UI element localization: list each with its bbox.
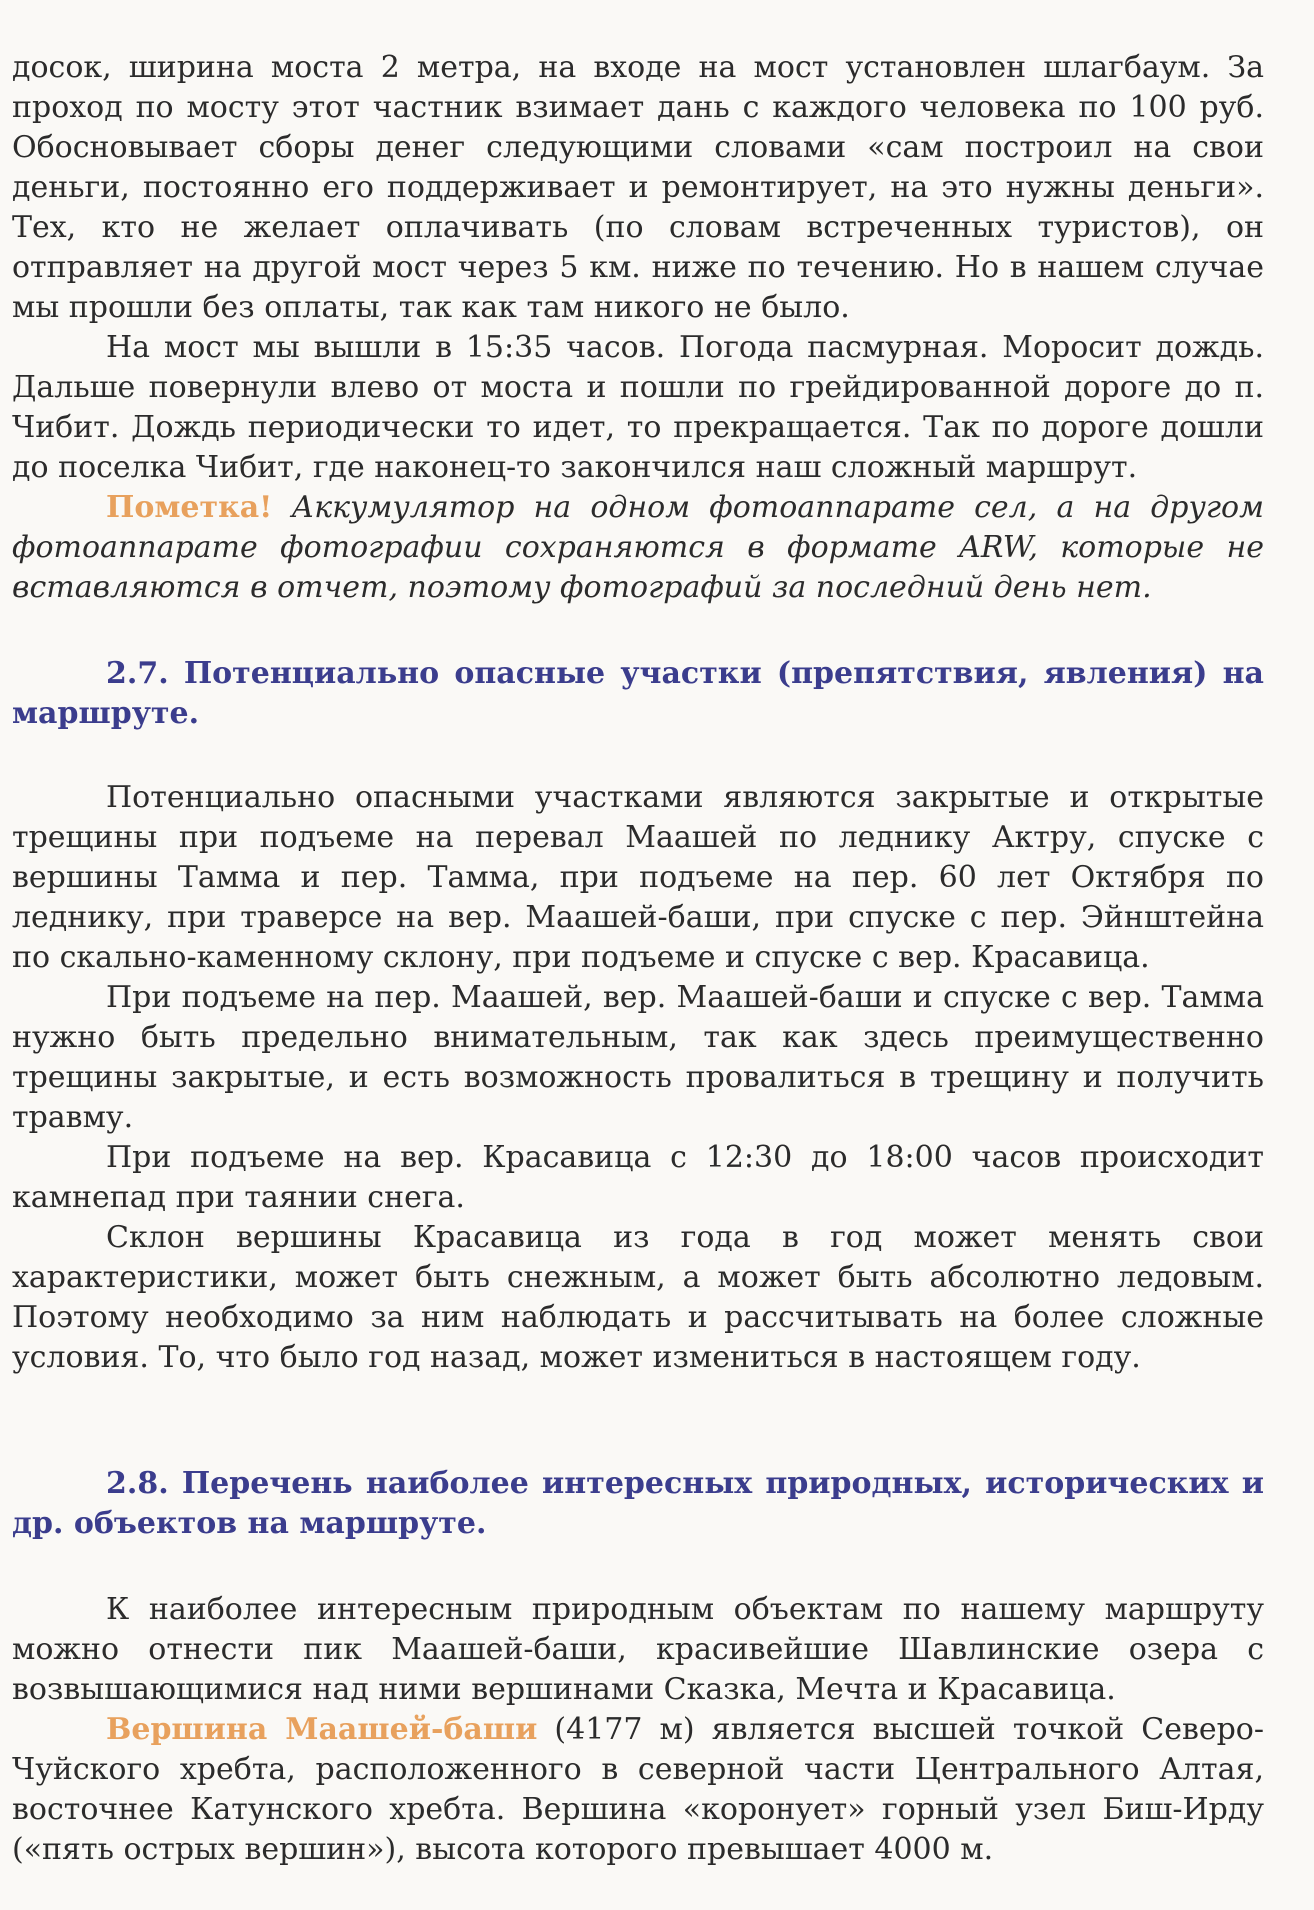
paragraph-closed-crevasses: При подъеме на пер. Маашей, вер. Маашей-баши и спуске с вер. Тамма нужно быть предельно внимательным, так как здесь преимущественно трещины закрытые, и есть возможность провалиться в трещину и получить травму. — [12, 980, 1264, 1135]
section-heading-2-8: 2.8. Перечень наиболее интересных природных, исторических и др. объектов на маршруте. — [12, 1466, 1264, 1541]
note-text: Аккумулятор на одном фотоаппарате сел, а на другом фотоаппарате фотографии сохраняются в формате ARW, которые не вставляются в отчет, поэтому фотографий за последний день нет. — [12, 490, 1264, 605]
highlight-peak-name: Вершина Маашей-баши — [106, 1712, 538, 1747]
paragraph-bridge-arrival: На мост мы вышли в 15:35 часов. Погода пасмурная. Моросит дождь. Дальше повернули влево от моста и пошли по грейдированной дороге до п. Чибит. Дождь периодически то идет, то прекращается. Так по дороге дошли до поселка Чибит, где наконец-то закончился наш сложный маршрут. — [12, 330, 1264, 485]
spacer — [12, 608, 1264, 654]
paragraph-slope-conditions: Склон вершины Красавица из года в год может менять свои характеристики, может быть снежным, а может быть абсолютно ледовым. Поэтому необходимо за ним наблюдать и рассчитывать на более сложные условия. То, что было год назад, может измениться в настоящем году. — [12, 1220, 1264, 1375]
paragraph-maashey-peak — [12, 1710, 1264, 1870]
paragraph-rockfall: При подъеме на вер. Красавица с 12:30 до 18:00 часов происходит камнепад при таянии снега. — [12, 1140, 1264, 1215]
paragraph-dangers: Потенциально опасными участками являются закрытые и открытые трещины при подъеме на перевал Маашей по леднику Актру, спуске с вершины Тамма и пер. Тамма, при подъеме на пер. 60 лет Октября по леднику, при траверсе на вер. Маашей-баши, при спуске с пер. Эйнштейна по скально-каменному склону, при подъеме и спуске с вер. Красавица. — [12, 780, 1264, 975]
spacer — [12, 1378, 1264, 1464]
spacer — [12, 1544, 1264, 1590]
section-heading-2-7: 2.7. Потенциально опасные участки (препятствия, явления) на маршруте. — [12, 656, 1264, 731]
spacer — [12, 734, 1264, 778]
document-content — [12, 48, 1264, 1870]
peak-description: (4177 м) является высшей точкой Северо-Чуйского хребта, расположенного в северной части Центрального Алтая, восточнее Катунского хребта. Вершина «коронует» горный узел Биш-Ирду («пять острых вершин»), высота которого превышает 4000 м. — [12, 1712, 1264, 1867]
note-label: Пометка! — [106, 490, 273, 525]
paragraph-natural-objects: К наиболее интересным природным объектам по нашему маршруту можно отнести пик Маашей-баши, красивейшие Шавлинские озера с возвышающимися над ними вершинами Сказка, Мечта и Красавица. — [12, 1592, 1264, 1707]
paragraph-bridge-toll: досок, ширина моста 2 метра, на входе на мост установлен шлагбаум. За проход по мосту этот частник взимает дань с каждого человека по 100 руб. Обосновывает сборы денег следующими словами «сам построил на свои деньги, постоянно его поддерживает и ремонтирует, на это нужны деньги». Тех, кто не желает оплачивать (по словам встреченных туристов), он отправляет на другой мост через 5 км. ниже по течению. Но в нашем случае мы прошли без оплаты, так как там никого не было. — [12, 50, 1264, 325]
note-paragraph — [12, 488, 1264, 608]
